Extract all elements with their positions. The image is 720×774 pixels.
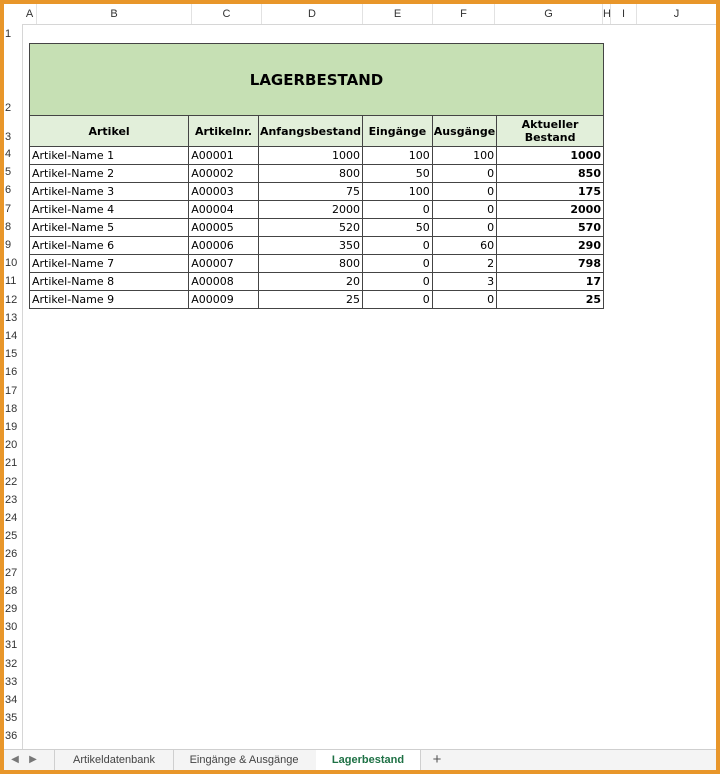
column-header-bar — [4, 4, 716, 25]
cell-anfangsbestand[interactable]: 520 — [258, 219, 362, 237]
cell-aktueller-bestand[interactable]: 798 — [497, 255, 604, 273]
cell-aktueller-bestand[interactable]: 850 — [497, 165, 604, 183]
tab-artikeldatenbank[interactable]: Artikeldatenbank — [54, 750, 174, 770]
row-header-18[interactable]: 18 — [5, 402, 18, 415]
cell-artikel[interactable]: Artikel-Name 5 — [30, 219, 189, 237]
header-artikelnr[interactable]: Artikelnr. — [189, 116, 259, 147]
row-header-36[interactable]: 36 — [5, 730, 18, 743]
sheet-title[interactable]: LAGERBESTAND — [30, 44, 604, 116]
cell-ausgaenge[interactable]: 0 — [432, 219, 496, 237]
row-header-22[interactable]: 22 — [5, 475, 18, 488]
column-header-g[interactable]: G — [495, 4, 603, 24]
cell-anfangsbestand[interactable]: 2000 — [258, 201, 362, 219]
cell-artikelnr[interactable]: A00001 — [189, 147, 259, 165]
cell-artikelnr[interactable]: A00008 — [189, 273, 259, 291]
table-row — [30, 273, 604, 291]
header-ausgaenge[interactable]: Ausgänge — [432, 116, 496, 147]
cell-eingaenge[interactable]: 0 — [363, 273, 433, 291]
cell-aktueller-bestand[interactable]: 175 — [497, 183, 604, 201]
tab-eingaenge-ausgaenge[interactable]: Eingänge & Ausgänge — [172, 750, 317, 770]
row-header-15[interactable]: 15 — [5, 348, 18, 361]
cell-artikel[interactable]: Artikel-Name 9 — [30, 291, 189, 309]
row-header-14[interactable]: 14 — [5, 330, 18, 342]
cell-ausgaenge[interactable]: 3 — [432, 273, 496, 291]
cell-eingaenge[interactable]: 50 — [363, 219, 433, 237]
cell-aktueller-bestand[interactable]: 570 — [497, 219, 604, 237]
cell-artikel[interactable]: Artikel-Name 6 — [30, 237, 189, 255]
cell-artikel[interactable]: Artikel-Name 7 — [30, 255, 189, 273]
cell-eingaenge[interactable]: 0 — [363, 255, 433, 273]
cell-eingaenge[interactable]: 0 — [363, 201, 433, 219]
row-header-9[interactable]: 9 — [5, 239, 12, 251]
row-header-12[interactable]: 12 — [5, 293, 18, 306]
table-row — [30, 165, 604, 183]
row-header-24[interactable]: 24 — [5, 512, 18, 524]
cell-eingaenge[interactable]: 100 — [363, 147, 433, 165]
cell-anfangsbestand[interactable]: 350 — [258, 237, 362, 255]
cell-eingaenge[interactable]: 50 — [363, 165, 433, 183]
row-header-25[interactable]: 25 — [5, 530, 18, 543]
column-header-d[interactable]: D — [262, 4, 363, 24]
row-header-31[interactable]: 31 — [5, 639, 18, 652]
cell-anfangsbestand[interactable]: 800 — [258, 255, 362, 273]
column-header-h[interactable]: H — [603, 4, 611, 24]
cell-ausgaenge[interactable]: 0 — [432, 183, 496, 201]
header-anfangsbestand[interactable]: Anfangsbestand — [258, 116, 362, 147]
row-header-13[interactable]: 13 — [5, 311, 18, 324]
add-sheet-button[interactable]: + — [432, 751, 442, 768]
row-header-27[interactable]: 27 — [5, 566, 18, 579]
cell-anfangsbestand[interactable]: 75 — [258, 183, 362, 201]
table-row — [30, 147, 604, 165]
prev-sheet-icon[interactable]: ◀ — [11, 754, 19, 765]
cell-aktueller-bestand[interactable]: 2000 — [497, 201, 604, 219]
column-header-b[interactable]: B — [37, 4, 192, 24]
header-aktueller-bestand[interactable]: Aktueller Bestand — [497, 116, 604, 147]
cell-anfangsbestand[interactable]: 25 — [258, 291, 362, 309]
column-header-a[interactable]: A — [23, 4, 37, 24]
row-header-33[interactable]: 33 — [5, 675, 18, 688]
cell-artikel[interactable]: Artikel-Name 3 — [30, 183, 189, 201]
cell-aktueller-bestand[interactable]: 17 — [497, 273, 604, 291]
row-header-16[interactable]: 16 — [5, 366, 18, 379]
row-header-2[interactable]: 2 — [5, 102, 12, 114]
row-header-35[interactable]: 35 — [5, 712, 18, 725]
cell-artikelnr[interactable]: A00003 — [189, 183, 259, 201]
cell-aktueller-bestand[interactable]: 1000 — [497, 147, 604, 165]
cell-artikelnr[interactable]: A00007 — [189, 255, 259, 273]
next-sheet-icon[interactable]: ▶ — [29, 754, 37, 765]
cell-ausgaenge[interactable]: 2 — [432, 255, 496, 273]
column-header-e[interactable]: E — [363, 4, 433, 24]
cell-eingaenge[interactable]: 0 — [363, 237, 433, 255]
table-row — [30, 201, 604, 219]
cell-artikelnr[interactable]: A00002 — [189, 165, 259, 183]
row-header-20[interactable]: 20 — [5, 439, 18, 452]
cell-artikel[interactable]: Artikel-Name 2 — [30, 165, 189, 183]
cell-aktueller-bestand[interactable]: 25 — [497, 291, 604, 309]
cell-anfangsbestand[interactable]: 20 — [258, 273, 362, 291]
row-header-3[interactable]: 3 — [5, 131, 12, 143]
row-header-bar — [4, 24, 23, 750]
cell-artikelnr[interactable]: A00004 — [189, 201, 259, 219]
tab-lagerbestand[interactable]: Lagerbestand — [316, 750, 421, 770]
table-row — [30, 291, 604, 309]
cell-eingaenge[interactable]: 100 — [363, 183, 433, 201]
row-header-8[interactable]: 8 — [5, 220, 12, 233]
row-header-30[interactable]: 30 — [5, 621, 18, 634]
table-row — [30, 183, 604, 201]
cell-artikelnr[interactable]: A00005 — [189, 219, 259, 237]
sheet-tab-bar — [4, 749, 716, 770]
spreadsheet-window — [4, 4, 716, 770]
header-artikel[interactable]: Artikel — [30, 116, 189, 147]
row-header-19[interactable]: 19 — [5, 421, 18, 433]
row-header-5[interactable]: 5 — [5, 166, 12, 179]
cell-aktueller-bestand[interactable]: 290 — [497, 237, 604, 255]
row-header-26[interactable]: 26 — [5, 548, 18, 561]
cell-ausgaenge[interactable]: 0 — [432, 201, 496, 219]
row-header-7[interactable]: 7 — [5, 202, 12, 215]
cell-anfangsbestand[interactable]: 800 — [258, 165, 362, 183]
table-row — [30, 237, 604, 255]
table-row — [30, 255, 604, 273]
cell-artikel[interactable]: Artikel-Name 1 — [30, 147, 189, 165]
row-header-1[interactable]: 1 — [5, 28, 12, 40]
row-header-21[interactable]: 21 — [5, 457, 18, 470]
row-header-10[interactable]: 10 — [5, 257, 18, 270]
row-header-28[interactable]: 28 — [5, 584, 18, 597]
cell-ausgaenge[interactable]: 0 — [432, 165, 496, 183]
row-header-11[interactable]: 11 — [5, 275, 17, 288]
row-header-6[interactable]: 6 — [5, 184, 12, 197]
row-header-34[interactable]: 34 — [5, 694, 18, 706]
inventory-table — [29, 43, 604, 309]
column-header-i[interactable]: I — [611, 4, 637, 24]
cell-anfangsbestand[interactable]: 1000 — [258, 147, 362, 165]
cell-ausgaenge[interactable]: 100 — [432, 147, 496, 165]
cell-eingaenge[interactable]: 0 — [363, 291, 433, 309]
row-header-32[interactable]: 32 — [5, 657, 18, 670]
column-header-j[interactable]: J — [673, 8, 680, 20]
column-header-f[interactable]: F — [433, 4, 495, 24]
row-header-23[interactable]: 23 — [5, 493, 18, 506]
row-header-4[interactable]: 4 — [5, 148, 12, 160]
header-eingaenge[interactable]: Eingänge — [363, 116, 433, 147]
cell-ausgaenge[interactable]: 60 — [432, 237, 496, 255]
cell-artikelnr[interactable]: A00006 — [189, 237, 259, 255]
cell-artikel[interactable]: Artikel-Name 8 — [30, 273, 189, 291]
row-header-17[interactable]: 17 — [5, 384, 18, 397]
row-header-29[interactable]: 29 — [5, 603, 18, 615]
cell-ausgaenge[interactable]: 0 — [432, 291, 496, 309]
column-header-c[interactable]: C — [192, 4, 262, 24]
table-row — [30, 219, 604, 237]
cell-artikelnr[interactable]: A00009 — [189, 291, 259, 309]
cell-artikel[interactable]: Artikel-Name 4 — [30, 201, 189, 219]
